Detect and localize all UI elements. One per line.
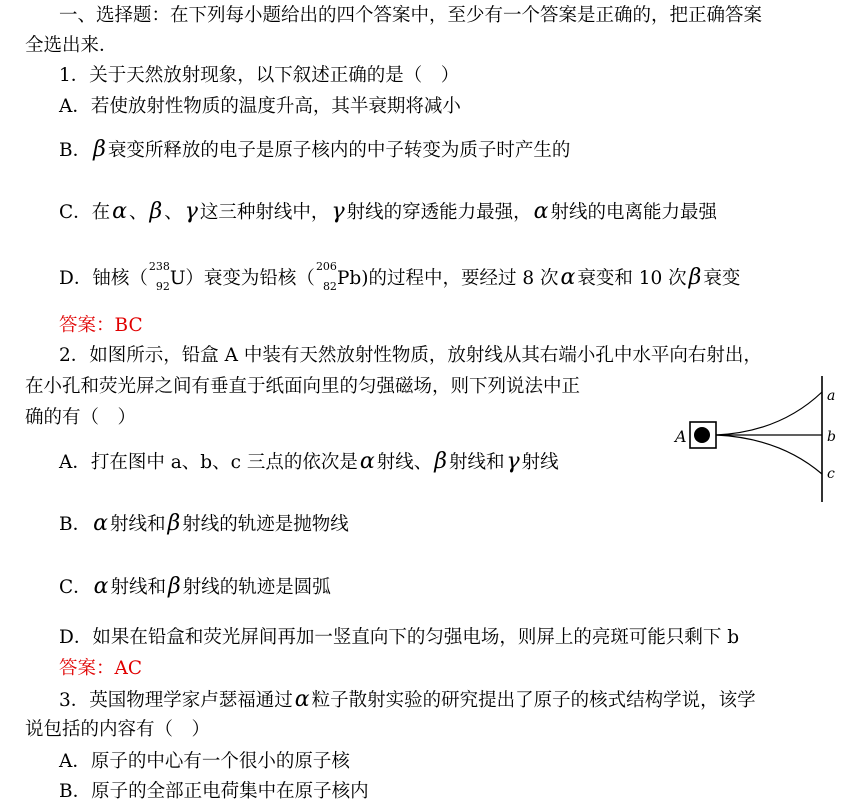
alpha-symbol: α <box>112 199 128 224</box>
section-title-line1: 一、选择题：在下列每小题给出的四个答案中，至少有一个答案是正确的，把正确答案 <box>59 5 763 26</box>
beta-symbol: β <box>168 574 181 599</box>
q3-option-a: A．原子的中心有一个很小的原子核 <box>59 751 350 772</box>
beta-symbol: β <box>434 449 447 474</box>
upper-ray-path <box>716 392 822 435</box>
beta-symbol: β <box>149 199 163 224</box>
alpha-symbol: α <box>533 199 549 224</box>
alpha-symbol: α <box>93 574 109 599</box>
q1-option-b: B．β 衰变所释放的电子是原子核内的中子转变为质子时产生的 <box>59 137 571 162</box>
q2-stem-line3: 确的有（ ） <box>25 407 137 428</box>
label-point-c: c <box>827 466 835 482</box>
section-title-line2: 全选出来． <box>25 35 118 56</box>
label-box-a: A <box>675 427 687 446</box>
q2-stem-line2: 在小孔和荧光屏之间有垂直于纸面向里的匀强磁场，则下列说法中正 <box>25 376 581 397</box>
uranium-nuclide: 238 92 <box>148 260 170 293</box>
alpha-symbol: α <box>359 449 375 474</box>
q3-stem-line2: 说包括的内容有（ ） <box>25 719 211 740</box>
q2-option-b: B．α 射线和β 射线的轨迹是抛物线 <box>59 511 349 536</box>
q2-option-a: A．打在图中 a、b、c 三点的依次是α 射线、β 射线和γ 射线 <box>59 449 559 474</box>
beta-symbol: β <box>688 265 702 290</box>
radioactive-source-dot <box>694 427 710 443</box>
gamma-symbol: γ <box>331 199 345 224</box>
q1-answer: 答案：BC <box>59 315 143 336</box>
beta-symbol: β <box>167 511 181 536</box>
label-point-b: b <box>827 429 836 445</box>
lower-ray-path <box>716 435 822 474</box>
q2-stem-line1: 2．如图所示，铅盒 A 中装有天然放射性物质，放射线从其右端小孔中水平向右射出， <box>59 345 762 366</box>
radiation-diagram <box>670 372 850 504</box>
alpha-symbol: α <box>93 511 108 536</box>
q2-answer: 答案：AC <box>59 658 143 679</box>
alpha-symbol: α <box>294 687 310 712</box>
q1-option-a: A．若使放射性物质的温度升高，其半衰期将减小 <box>59 96 461 117</box>
alpha-symbol: α <box>560 265 576 290</box>
gamma-symbol: γ <box>184 199 198 224</box>
beta-symbol: β <box>93 137 106 162</box>
q1-option-d: D．铀核（ 238 92 U）衰变为铅核（ 206 82 Pb)的过程中，要经过 8 次α 衰变和 10 次β 衰变 <box>59 260 741 293</box>
q1-stem: 1．关于天然放射现象，以下叙述正确的是（ ） <box>59 65 460 86</box>
label-point-a: a <box>827 388 836 404</box>
q3-option-b: B．原子的全部正电荷集中在原子核内 <box>59 781 369 802</box>
lead-nuclide: 206 82 <box>315 260 337 293</box>
q3-stem-line1: 3．英国物理学家卢瑟福通过α 粒子散射实验的研究提出了原子的核式结构学说，该学 <box>59 687 756 712</box>
q2-option-c: C．α 射线和β 射线的轨迹是圆弧 <box>59 574 331 599</box>
gamma-symbol: γ <box>506 449 520 474</box>
q2-option-d: D．如果在铅盒和荧光屏间再加一竖直向下的匀强电场，则屏上的亮斑可能只剩下 b <box>59 627 740 648</box>
q1-option-c: C．在α 、β 、γ 这三种射线中，γ 射线的穿透能力最强，α 射线的电离能力最强 <box>59 199 717 224</box>
